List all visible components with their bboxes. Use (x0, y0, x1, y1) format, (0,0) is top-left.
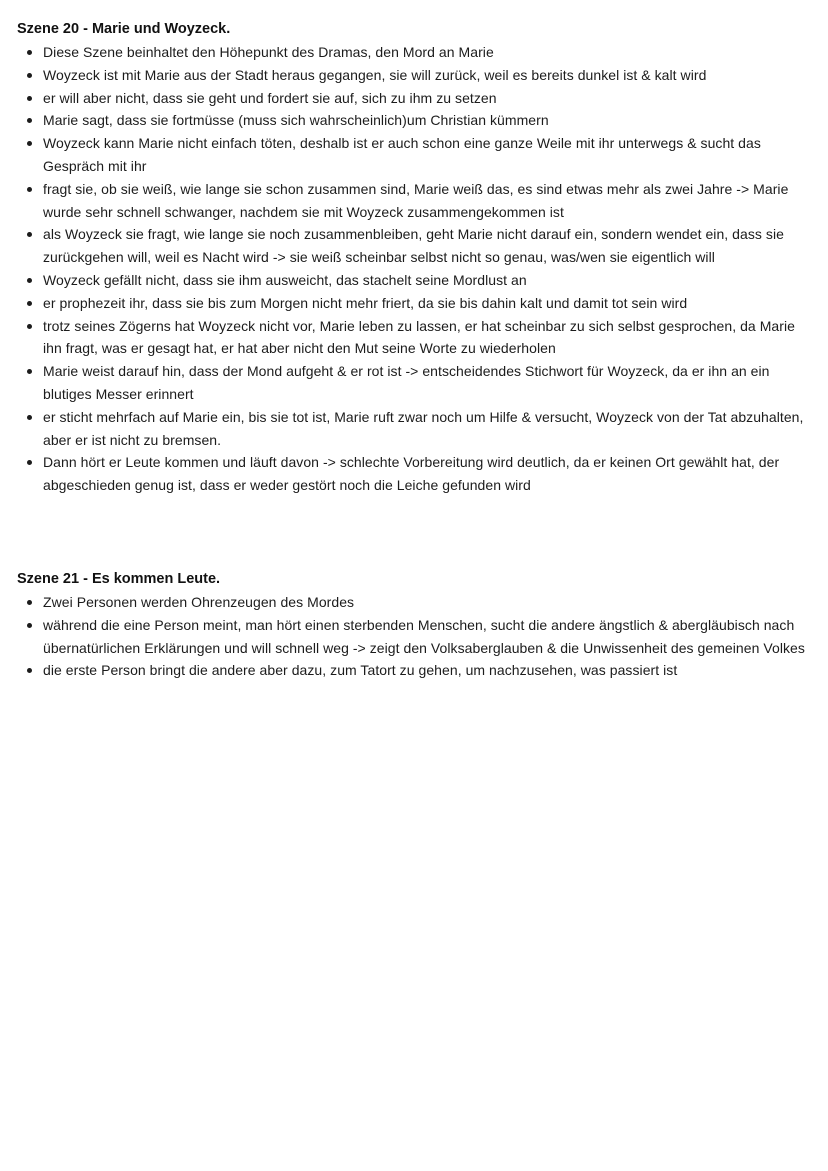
section-szene-21 (17, 568, 817, 682)
bullet-text: fragt sie, ob sie weiß, wie lange sie schon zusammen sind, Marie weiß das, es sind etwas mehr als zwei Jahre -> Marie wurde sehr schnell schwanger, nachdem sie mit Woyzeck zusammengekommen ist (43, 180, 789, 220)
bullet-item (17, 269, 817, 292)
bullet-dot-icon (27, 324, 32, 329)
section-szene-20 (17, 18, 817, 497)
bullet-text: er prophezeit ihr, dass sie bis zum Morgen nicht mehr friert, da sie bis dahin kalt und damit tot sein wird (43, 294, 688, 311)
bullet-item (17, 132, 817, 178)
bullet-item (17, 178, 817, 224)
bullet-dot-icon (27, 415, 32, 420)
bullet-item (17, 360, 817, 406)
bullet-item (17, 292, 817, 315)
bullet-item (17, 406, 817, 452)
bullet-list (17, 591, 817, 682)
bullet-dot-icon (27, 460, 32, 465)
bullet-dot-icon (27, 187, 32, 192)
bullet-dot-icon (27, 118, 32, 123)
bullet-item (17, 315, 817, 361)
bullet-dot-icon (27, 301, 32, 306)
bullet-item (17, 659, 817, 682)
bullet-text: trotz seines Zögerns hat Woyzeck nicht vor, Marie leben zu lassen, er hat scheinbar zu sich selbst gesprochen, da Marie ihn fragt, was er gesagt hat, er hat aber nicht den Mut seine Worte zu wiederholen (43, 317, 795, 357)
bullet-dot-icon (27, 73, 32, 78)
bullet-dot-icon (27, 369, 32, 374)
bullet-dot-icon (27, 232, 32, 237)
bullet-item (17, 614, 817, 660)
bullet-dot-icon (27, 668, 32, 673)
bullet-dot-icon (27, 50, 32, 55)
bullet-dot-icon (27, 141, 32, 146)
bullet-text: Woyzeck ist mit Marie aus der Stadt heraus gegangen, sie will zurück, weil es bereits dunkel ist & kalt wird (43, 66, 707, 83)
section-heading: Szene 20 - Marie und Woyzeck. (17, 21, 231, 37)
bullet-item (17, 64, 817, 87)
bullet-text: Woyzeck gefällt nicht, dass sie ihm ausweicht, das stachelt seine Mordlust an (43, 271, 527, 288)
bullet-text: während die eine Person meint, man hört einen sterbenden Menschen, sucht die andere ängstlich & abergläubisch nach übernatürlichen Erklärungen und will schnell weg -> zeigt den Volksaberglauben & die Unwissenheit des gemeinen Volkes (43, 616, 805, 656)
bullet-text: Marie sagt, dass sie fortmüsse (muss sich wahrscheinlich)um Christian kümmern (43, 112, 549, 129)
bullet-text: Marie weist darauf hin, dass der Mond aufgeht & er rot ist -> entscheidendes Stichwort für Woyzeck, da er ihn an ein blutiges Messer erinnert (43, 363, 770, 402)
bullet-item (17, 591, 817, 614)
bullet-dot-icon (27, 278, 32, 283)
bullet-dot-icon (27, 96, 32, 101)
section-heading: Szene 21 - Es kommen Leute. (17, 571, 221, 587)
bullet-item (17, 109, 817, 132)
bullet-dot-icon (27, 623, 32, 628)
bullet-item (17, 87, 817, 110)
bullet-text: Dann hört er Leute kommen und läuft davon -> schlechte Vorbereitung wird deutlich, da er keinen Ort gewählt hat, der abgeschieden genug ist, dass er weder gestört noch die Leiche gefunden wird (43, 454, 780, 494)
bullet-text: Woyzeck kann Marie nicht einfach töten, deshalb ist er auch schon eine ganze Weile mit ihr unterwegs & sucht das Gespräch mit ihr (43, 135, 761, 174)
bullet-text: die erste Person bringt die andere aber dazu, zum Tatort zu gehen, um nachzusehen, was passiert ist (43, 662, 678, 679)
bullet-item (17, 41, 817, 64)
bullet-text: er will aber nicht, dass sie geht und fordert sie auf, sich zu ihm zu setzen (43, 89, 497, 106)
bullet-text: er sticht mehrfach auf Marie ein, bis sie tot ist, Marie ruft zwar noch um Hilfe & versucht, Woyzeck von der Tat abzuhalten, aber er ist nicht zu bremsen. (43, 408, 804, 448)
bullet-text: als Woyzeck sie fragt, wie lange sie noch zusammenbleiben, geht Marie nicht darauf ein, sondern wendet ein, dass sie zurückgehen will, weil es Nacht wird -> sie weiß scheinbar selbst nicht so genau, was/wen sie eigentlich will (43, 226, 784, 266)
bullet-list (17, 41, 817, 497)
bullet-item (17, 451, 817, 497)
bullet-text: Diese Szene beinhaltet den Höhepunkt des Dramas, den Mord an Marie (43, 44, 494, 60)
bullet-item (17, 223, 817, 269)
bullet-text: Zwei Personen werden Ohrenzeugen des Mordes (43, 594, 355, 610)
bullet-dot-icon (27, 600, 32, 605)
